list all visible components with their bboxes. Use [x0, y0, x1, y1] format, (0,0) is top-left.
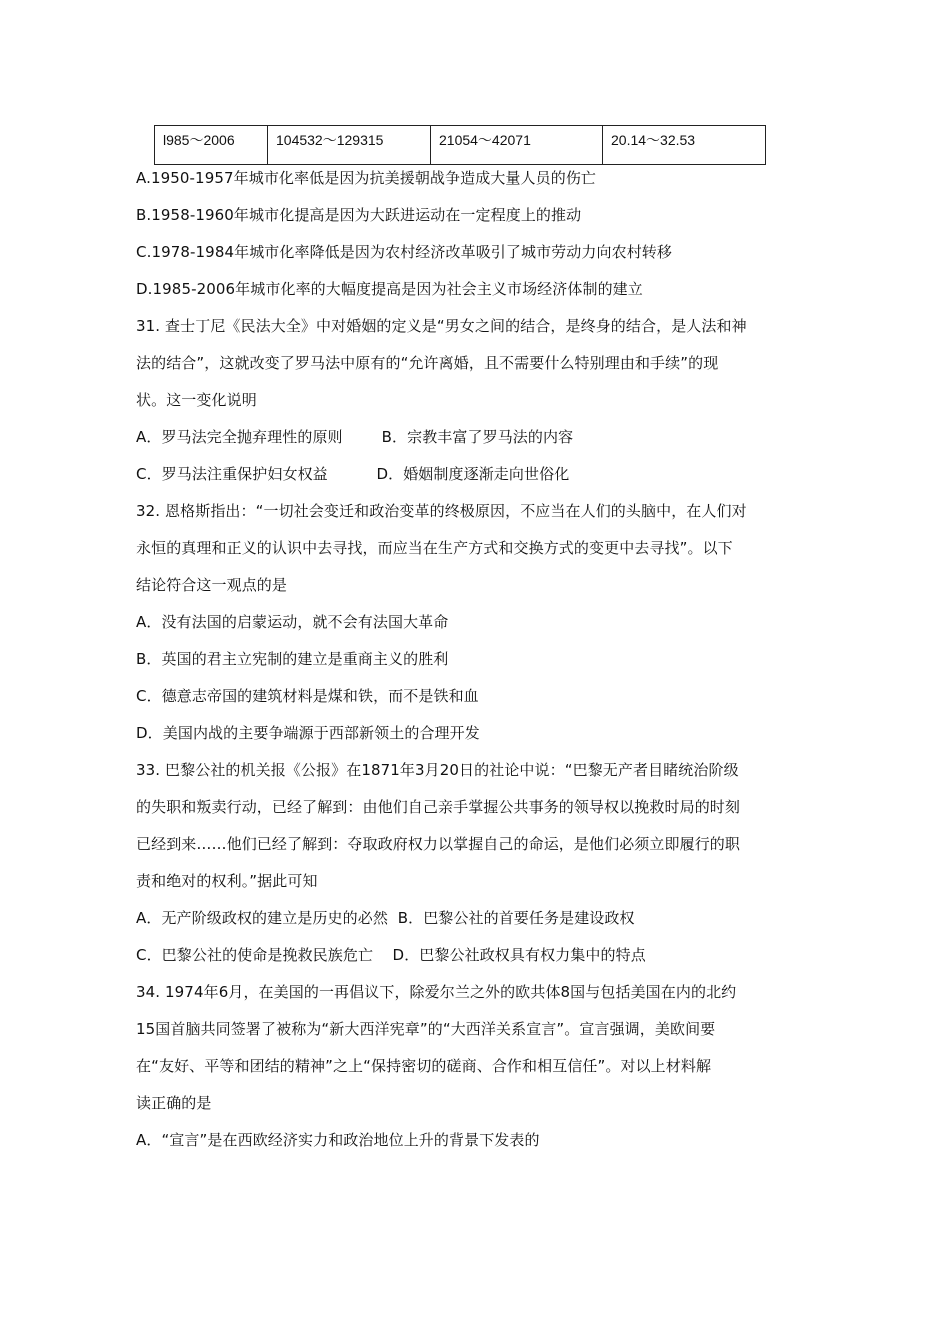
text-line: A．“宣言”是在西欧经济实力和政治地位上升的背景下发表的: [136, 1131, 540, 1149]
text-line: C.1978-1984年城市化率降低是因为农村经济改革吸引了城市劳动力向农村转移: [136, 243, 673, 261]
text-line: 法的结合”，这就改变了罗马法中原有的“允许离婚，且不需要什么特别理由和手续”的现: [136, 354, 719, 372]
text-line: A．罗马法完全抛弃理性的原则 B．宗教丰富了罗马法的内容: [136, 428, 574, 446]
text-line: B．英国的君主立宪制的建立是重商主义的胜利: [136, 650, 449, 668]
table-cell-total: 104532～129315: [268, 126, 431, 165]
text-line: D．美国内战的主要争端源于西部新领土的合理开发: [136, 724, 480, 742]
text-line: 15国首脑共同签署了被称为“新大西洋宪章”的“大西洋关系宣言”。宣言强调，美欧间要: [136, 1020, 716, 1038]
table-cell-rate: 20.14～32.53: [603, 126, 766, 165]
text-line: 永恒的真理和正义的认识中去寻找，而应当在生产方式和交换方式的变更中去寻找”。以下: [136, 539, 733, 557]
table-cell-urban: 21054～42071: [431, 126, 603, 165]
text-line: 读正确的是: [136, 1094, 212, 1112]
text-line: 34. 1974年6月，在美国的一再倡议下，除爱尔兰之外的欧共体8国与包括美国在内的北约: [136, 983, 737, 1001]
table-cell-years: l985～2006: [155, 126, 268, 165]
text-line: A.1950-1957年城市化率低是因为抗美援朝战争造成大量人员的伤亡: [136, 169, 597, 187]
text-line: C．巴黎公社的使命是挽救民族危亡 D．巴黎公社政权具有权力集中的特点: [136, 946, 646, 964]
text-line: C．德意志帝国的建筑材料是煤和铁，而不是铁和血: [136, 687, 479, 705]
text-line: 的失职和叛卖行动，已经了解到：由他们自己亲手掌握公共事务的领导权以挽救时局的时刻: [136, 798, 741, 816]
text-line: D.1985-2006年城市化率的大幅度提高是因为社会主义市场经济体制的建立: [136, 280, 643, 298]
text-line: 在“友好、平等和团结的精神”之上“保持密切的磋商、合作和相互信任”。对以上材料解: [136, 1057, 712, 1075]
text-line: C．罗马法注重保护妇女权益 D．婚姻制度逐渐走向世俗化: [136, 465, 570, 483]
text-line: A．无产阶级政权的建立是历史的必然 B．巴黎公社的首要任务是建设政权: [136, 909, 635, 927]
text-line: B.1958-1960年城市化提高是因为大跃进运动在一定程度上的推动: [136, 206, 582, 224]
text-line: 责和绝对的权利。”据此可知: [136, 872, 318, 890]
text-line: 31. 查士丁尼《民法大全》中对婚姻的定义是“男女之间的结合，是终身的结合，是人法和神: [136, 317, 747, 335]
text-line: 结论符合这一观点的是: [136, 576, 288, 594]
table-row: [155, 126, 766, 165]
text-line: 状。这一变化说明: [136, 391, 257, 409]
text-line: A．没有法国的启蒙运动，就不会有法国大革命: [136, 613, 449, 631]
question-text: [136, 160, 826, 1159]
data-table: [154, 125, 766, 165]
text-line: 已经到来……他们已经了解到：夺取政府权力以掌握自己的命运，是他们必须立即履行的职: [136, 835, 741, 853]
text-line: 33. 巴黎公社的机关报《公报》在1871年3月20日的社论中说：“巴黎无产者目睹统治阶级: [136, 761, 739, 779]
text-line: 32. 恩格斯指出：“一切社会变迁和政治变革的终极原因，不应当在人们的头脑中，在人们对: [136, 502, 747, 520]
